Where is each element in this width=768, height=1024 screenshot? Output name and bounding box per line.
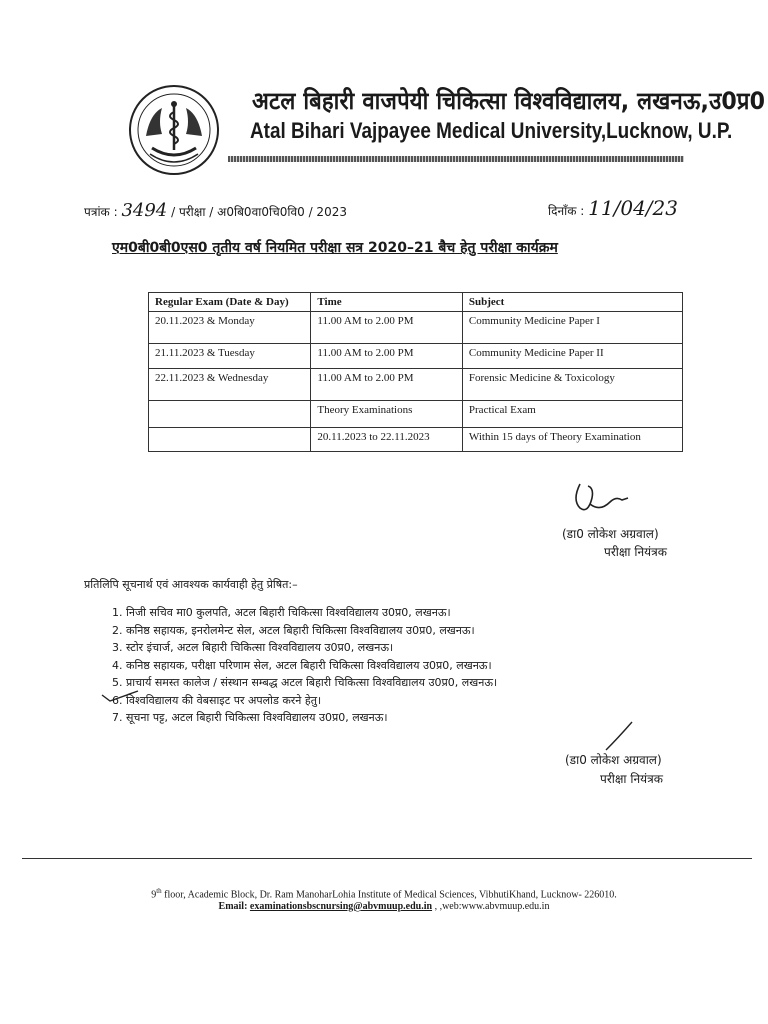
signatory-designation: परीक्षा नियंत्रक <box>604 545 667 559</box>
address-text: floor, Academic Block, Dr. Ram ManoharLohia Institute of Medical Sciences, VibhutiKhand, Lucknow- 226010. <box>161 889 617 901</box>
date-label: दिनाँक : <box>548 204 585 218</box>
list-item: 2. कनिष्ठ सहायक, इनरोलमेन्ट सेल, अटल बिहारी चिकित्सा विश्वविद्यालय उ0प्र0, लखनऊ। <box>126 622 726 640</box>
table-row <box>149 401 683 428</box>
university-name-hindi: अटल बिहारी वाजपेयी चिकित्सा विश्वविद्यालय, लखनऊ,उ0प्र0 <box>252 87 766 115</box>
table-row <box>149 369 683 401</box>
list-item: 5. प्राचार्य समस्त कालेज / संस्थान सम्बद्ध अटल बिहारी चिकित्सा विश्वविद्यालय उ0प्र0, लखनऊ। <box>126 674 726 692</box>
list-item: 4. कनिष्ठ सहायक, परीक्षा परिणाम सेल, अटल बिहारी चिकित्सा विश्वविद्यालय उ0प्र0, लखनऊ। <box>126 657 726 675</box>
table-cell: Within 15 days of Theory Examination <box>462 428 682 452</box>
table-cell: Community Medicine Paper I <box>462 312 682 344</box>
table-cell: 11.00 AM to 2.00 PM <box>311 369 463 401</box>
university-name-english: Atal Bihari Vajpayee Medical University,Lucknow, U.P. <box>250 118 733 143</box>
table-cell: 11.00 AM to 2.00 PM <box>311 344 463 369</box>
table-row <box>149 428 683 452</box>
copy-to-list <box>84 604 726 727</box>
list-item: 1. निजी सचिव मा0 कुलपति, अटल बिहारी चिकित्सा विश्वविद्यालय उ0प्र0, लखनऊ। <box>126 604 726 622</box>
email-link[interactable]: examinationsbscnursing@abvmuup.edu.in <box>249 901 433 912</box>
table-cell <box>149 428 311 452</box>
list-item: 6. विश्वविद्यालय की वेबसाइट पर अपलोड करने हेतु। <box>126 692 726 710</box>
table-cell: 20.11.2023 & Monday <box>149 312 311 344</box>
signatory-name-second: (डा0 लोकेश अग्रवाल) <box>565 753 662 767</box>
table-row <box>149 312 683 344</box>
table-header-row <box>149 293 683 312</box>
table-cell: Theory Examinations <box>311 401 463 428</box>
reference-label: पत्रांक : <box>84 205 118 219</box>
footer-address <box>0 887 768 900</box>
copy-to-heading: प्रतिलिपि सूचनार्थ एवं आवश्यक कार्यवाही हेतु प्रेषित:– <box>84 578 298 591</box>
table-cell: Forensic Medicine & Toxicology <box>462 369 682 401</box>
signatory-designation-second: परीक्षा नियंत्रक <box>600 772 663 786</box>
footer-contact <box>0 901 768 912</box>
table-cell: 22.11.2023 & Wednesday <box>149 369 311 401</box>
reference-suffix: / परीक्षा / अ0बि0वा0चि0वि0 / 2023 <box>171 205 347 219</box>
table-cell: Community Medicine Paper II <box>462 344 682 369</box>
letter-date <box>548 196 678 220</box>
footer-rule <box>22 858 752 859</box>
signatory-name: (डा0 लोकेश अग्रवाल) <box>562 527 659 541</box>
floor-suffix: th <box>156 887 162 895</box>
website-link[interactable]: www.abvmuup.edu.in <box>461 901 550 912</box>
table-row <box>149 344 683 369</box>
university-seal-icon <box>128 84 220 176</box>
exam-schedule-table <box>148 292 683 452</box>
header-time: Time <box>311 293 463 312</box>
reference-number <box>84 200 347 221</box>
document-title: एम0बी0बी0एस0 तृतीय वर्ष नियमित परीक्षा सत्र 2020–21 बैच हेतु परीक्षा कार्यक्रम <box>112 240 558 256</box>
date-handwritten-value: 11/04/23 <box>588 196 678 220</box>
table-cell <box>149 401 311 428</box>
table-cell: 21.11.2023 & Tuesday <box>149 344 311 369</box>
header-subject: Subject <box>462 293 682 312</box>
header-rule <box>228 156 684 162</box>
signature-mark <box>566 478 634 518</box>
table-cell: Practical Exam <box>462 401 682 428</box>
list-item: 7. सूचना पट्ट, अटल बिहारी चिकित्सा विश्वविद्यालय उ0प्र0, लखनऊ। <box>126 709 726 727</box>
table-cell: 20.11.2023 to 22.11.2023 <box>311 428 463 452</box>
signature-mark <box>600 718 636 754</box>
floor-number: 9 <box>151 889 157 901</box>
table-cell: 11.00 AM to 2.00 PM <box>311 312 463 344</box>
list-item: 3. स्टोर इंचार्ज, अटल बिहारी चिकित्सा विश्वविद्यालय उ0प्र0, लखनऊ। <box>126 639 726 657</box>
web-separator: , ,web: <box>432 901 462 912</box>
reference-handwritten-number: 3494 <box>121 200 168 221</box>
header-date-day: Regular Exam (Date & Day) <box>149 293 311 312</box>
tick-mark <box>100 687 140 705</box>
email-label: Email: <box>218 901 250 912</box>
